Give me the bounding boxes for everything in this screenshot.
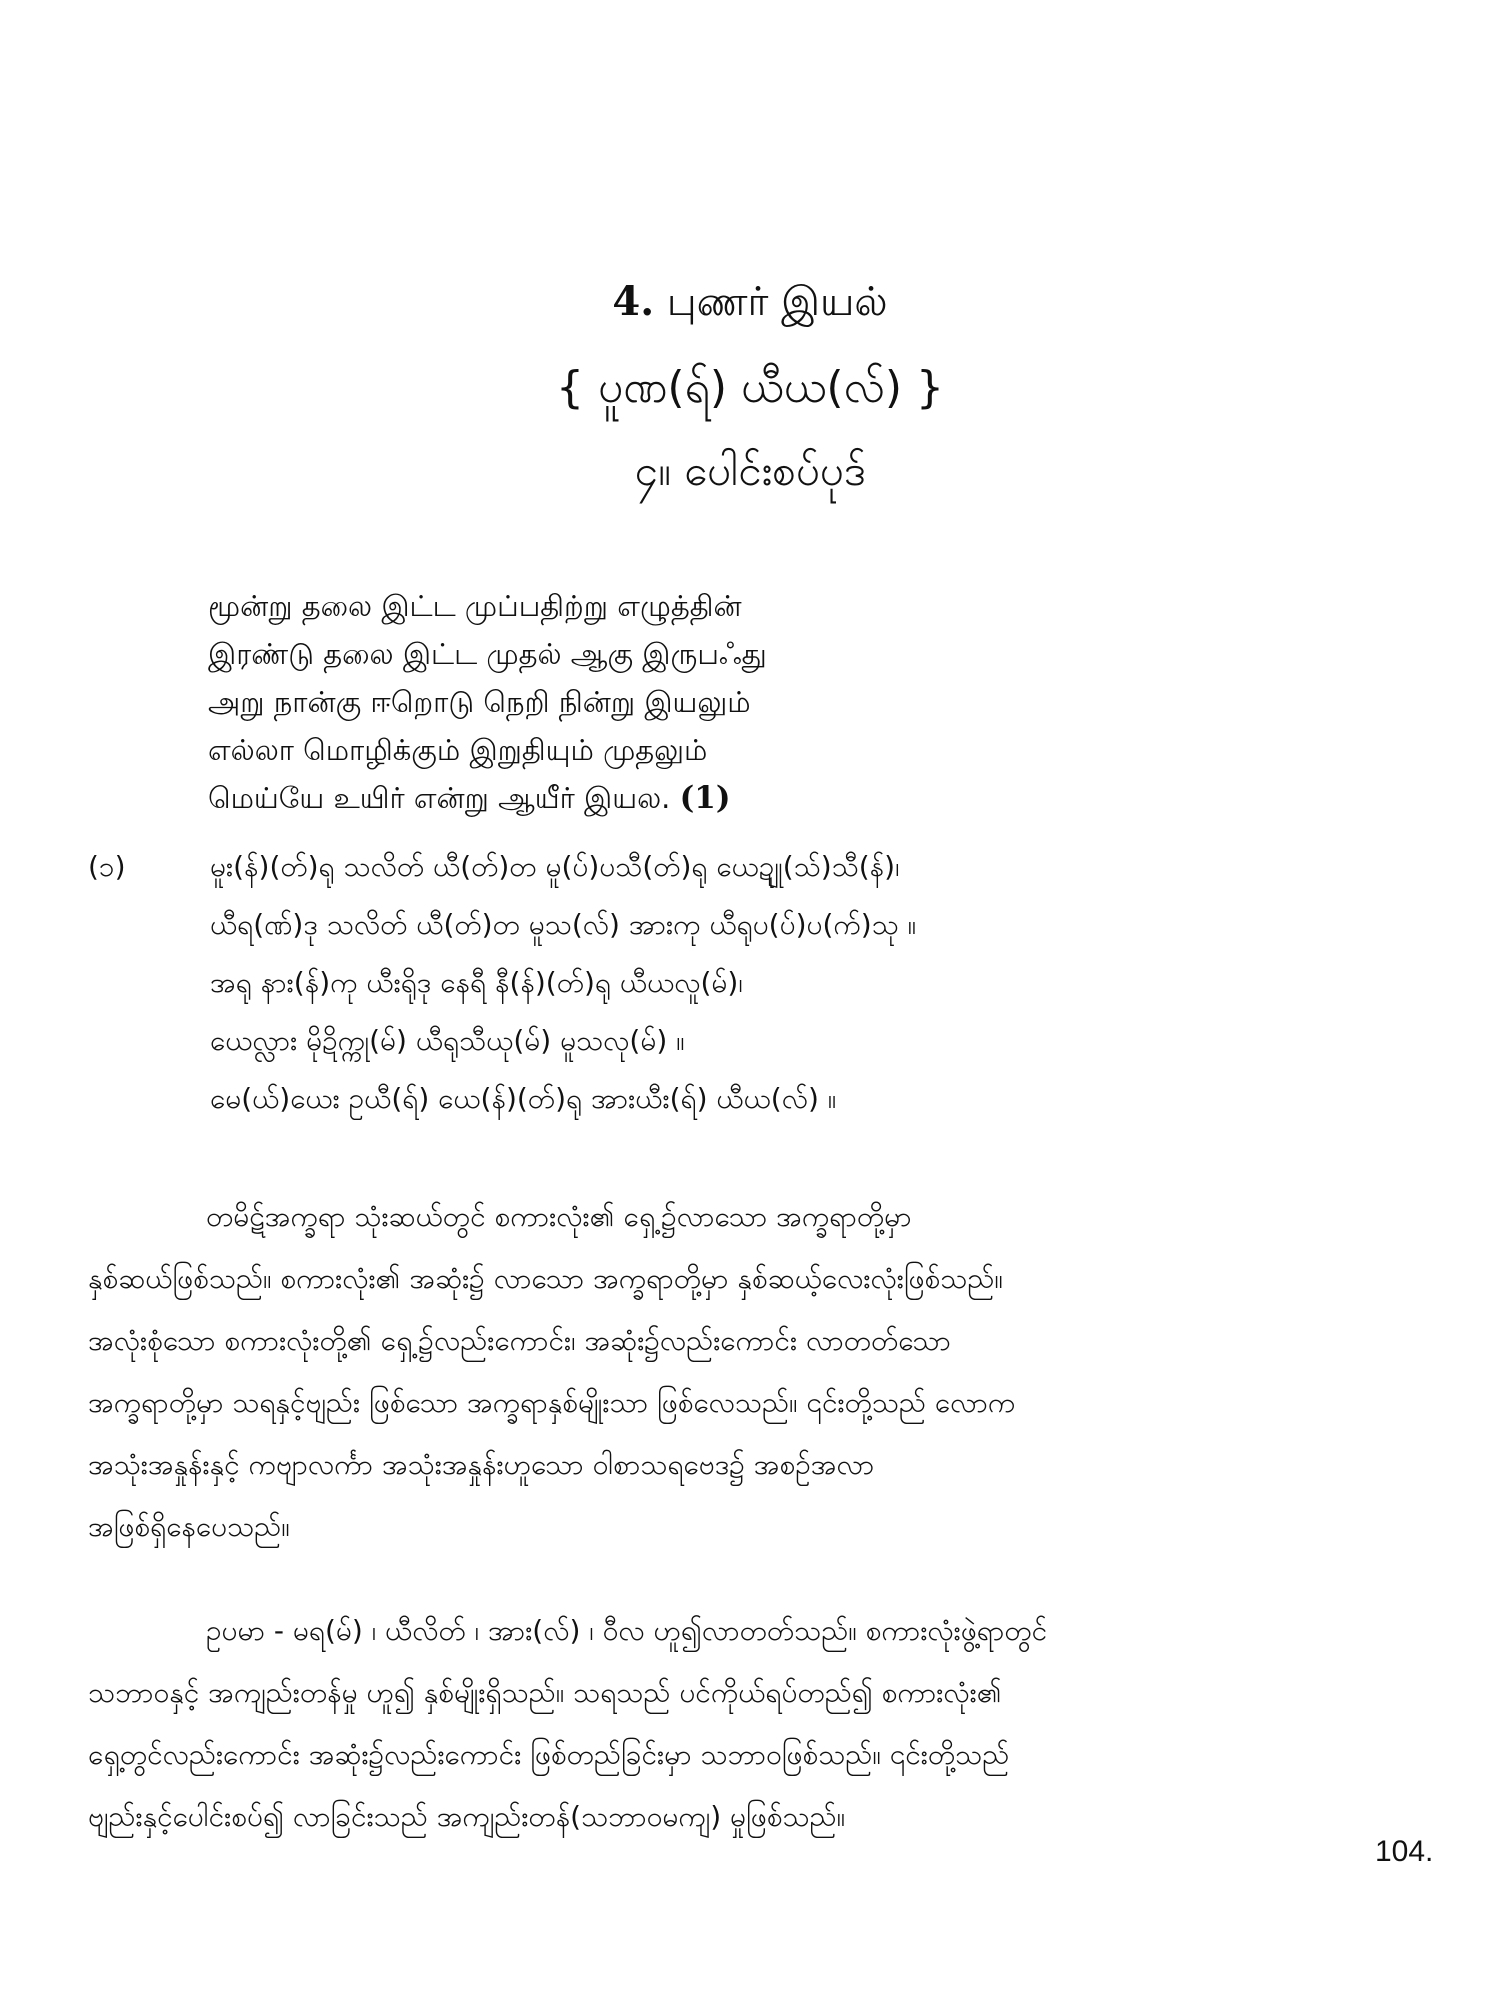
verse-line: அறு நான்கு ஈறொடு நெறி நின்று இயலும் — [208, 685, 751, 719]
paragraph-line: နှစ်ဆယ်ဖြစ်သည်။ စကားလုံး၏ အဆုံး၌ လာသော အက္ခရာတို့မှာ နှစ်ဆယ့်လေးလုံးဖြစ်သည်။ — [88, 1262, 1003, 1295]
chapter-number: 4. — [612, 278, 655, 325]
paragraph-line: အသုံးအနှုန်းနှင့် ကဗျာလင်္ကာ အသုံးအနှုန်းဟူသော ဝါစာသရဗေဒ၌ အစဉ်အလာ — [88, 1448, 875, 1481]
paragraph-line: ရှေ့တွင်လည်းကောင်း အဆုံး၌လည်းကောင်း ဖြစ်တည်ခြင်းမှာ သဘာဝဖြစ်သည်။ ၎င်းတို့သည် — [88, 1738, 1010, 1771]
paragraph-line: အက္ခရာတို့မှာ သရနှင့်ဗျည်း ဖြစ်သော အက္ခရာနှစ်မျိုးသာ ဖြစ်လေသည်။ ၎င်းတို့သည် လောက — [88, 1386, 1016, 1419]
transliteration-line: မူး(န်)(တ်)ရု သလိတ် ယီ(တ်)တ မူ(ပ်)ပသီ(တ်)ရု ယေဍျု(သ်)သီ(န်)၊ — [210, 850, 900, 883]
transliteration-line: ယီရ(ဏ်)ဒု သလိတ် ယီ(တ်)တ မူသ(လ်) အားကု ယီရုပ(ပ်)ပ(က်)သု ။ — [210, 908, 917, 941]
paragraph-line: ဥပမာ - မရ(မ်) ၊ ယီလိတ် ၊ အား(လ်) ၊ ဝီလ ဟူ၍လာတတ်သည်။ စကားလုံးဖွဲ့ရာတွင် — [206, 1614, 1048, 1647]
transliteration-line: ယေလ္လား မိုဍိက္ကု(မ်) ယီရုသီယု(မ်) မူသလု(မ်) ။ — [210, 1024, 685, 1057]
verse-number: (1) — [679, 780, 731, 816]
myanmar-transliteration-block — [88, 838, 1428, 1128]
explanation-paragraph-1 — [88, 1186, 1433, 1558]
verse-line-last — [208, 774, 1308, 822]
paragraph-line: ဗျည်းနှင့်ပေါင်းစပ်၍ လာခြင်းသည် အကျည်းတန်(သဘာဝမကျ) မှုဖြစ်သည်။ — [88, 1800, 846, 1833]
paragraph-line: အဖြစ်ရှိနေပေသည်။ — [88, 1510, 290, 1543]
transliteration-line: မေ(ယ်)ယေး ဥယီ(ရ်) ယေ(န်)(တ်)ရု အားယီး(ရ်) ယီယ(လ်) ။ — [210, 1082, 837, 1115]
paragraph-line: သဘာဝနှင့် အကျည်းတန်မှု ဟူ၍ နှစ်မျိုးရှိသည်။ သရသည် ပင်ကိုယ်ရပ်တည်၍ စကားလုံး၏ — [88, 1676, 1002, 1709]
chapter-tamil-title: புணர் இயல் — [666, 279, 888, 325]
paragraph-line: အလုံးစုံသော စကားလုံးတို့၏ ရှေ့၌လည်းကောင်း၊ အဆုံး၌လည်းကောင်း လာတတ်သော — [88, 1324, 951, 1357]
paragraph-line: တမိဋ်အက္ခရာ သုံးဆယ်တွင် စကားလုံး၏ ရှေ့၌လာသော အက္ခရာတို့မှာ — [206, 1200, 912, 1233]
page-number: 104. — [1375, 1835, 1434, 1868]
transliteration-line: အရု နား(န်)ကု ယီးရိုဒု နေရီ နီ(န်)(တ်)ရု ယီယလူ(မ်)၊ — [210, 966, 743, 999]
verse-line: மூன்று தலை இட்ட முப்பதிற்று எழுத்தின் — [208, 589, 742, 623]
verse-line: எல்லா மொழிக்கும் இறுதியும் முதலும் — [208, 733, 708, 767]
chapter-transliteration: { ပူဏ(ရ်) ယီယ(လ်) } — [556, 362, 944, 413]
tamil-verse — [208, 582, 1308, 822]
verse-line-text: மெய்யே உயிர் என்று ஆயீர் இயல. — [208, 781, 671, 815]
verse-line: இரண்டு தலை இட்ட முதல் ஆகு இருபஃது — [208, 637, 767, 671]
explanation-paragraph-2 — [88, 1600, 1433, 1848]
chapter-heading — [0, 278, 1500, 326]
chapter-myanmar-title: ၄။ ပေါင်းစပ်ပုဒ် — [634, 446, 866, 495]
verse-marker: (၁) — [88, 850, 126, 883]
